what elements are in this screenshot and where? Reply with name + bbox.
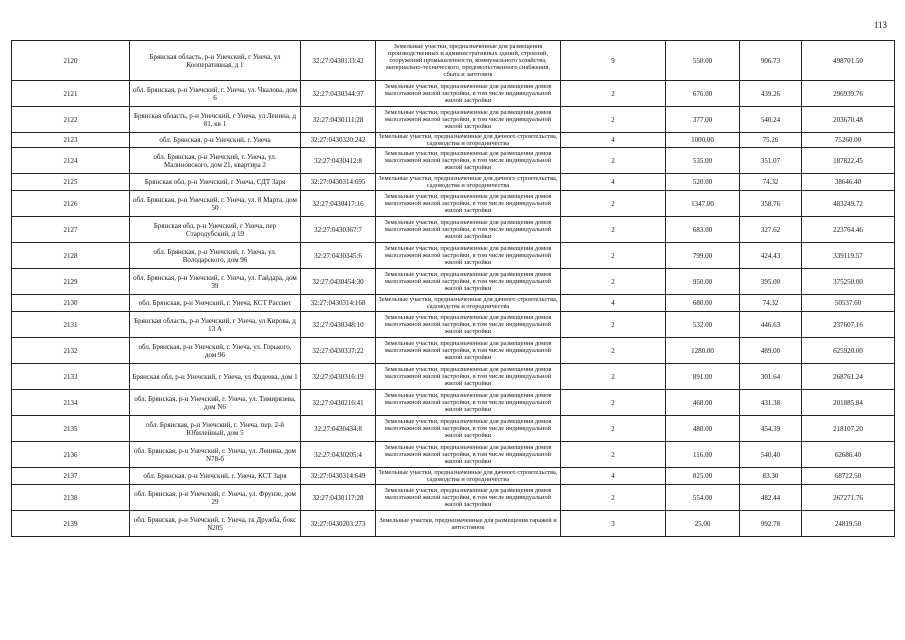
area-cell: 377.00 — [666, 107, 740, 133]
page-number: 113 — [873, 20, 887, 30]
cadastral-value-cell: 203670.48 — [802, 107, 895, 133]
address-cell: обл. Брянская, р-н Унечский, г. Унеча, ул. Гайдара, дом 39 — [130, 269, 301, 295]
cadastral-rate-cell: 301.64 — [740, 364, 802, 390]
cadastral-number-cell: 32:27:0430412:8 — [301, 148, 376, 174]
table-row — [12, 416, 895, 442]
address-cell: обл. Брянская, р-н Унечский, г. Унеча, ул. Малиновского, дом 21, квартира 2 — [130, 148, 301, 174]
row-number-cell: 2130 — [12, 295, 130, 312]
table-row — [12, 243, 895, 269]
area-cell: 683.00 — [666, 217, 740, 243]
address-cell: обл. Брянская, р-н Унечский, г. Унеча, ул. Тимирязева, дом N6 — [130, 390, 301, 416]
area-cell: 520.00 — [666, 174, 740, 191]
row-number-cell: 2124 — [12, 148, 130, 174]
cadastral-number-cell: 32:27:0430205:4 — [301, 442, 376, 468]
cadastral-number-cell: 32:27:0430314:695 — [301, 174, 376, 191]
cadastral-number-cell: 32:27:0430337:22 — [301, 338, 376, 364]
row-number-cell: 2126 — [12, 191, 130, 217]
row-number-cell: 2123 — [12, 133, 130, 148]
land-use-code-cell: 2 — [561, 148, 666, 174]
cadastral-rate-cell: 992.78 — [740, 511, 802, 537]
area-cell: 1000.00 — [666, 133, 740, 148]
land-use-type-cell: Земельные участки, предназначенные для размещения домов малоэтажной жилой застройки, в том числе индивидуальной жилой застройки — [376, 338, 561, 364]
row-number-cell: 2121 — [12, 81, 130, 107]
table-row — [12, 364, 895, 390]
cadastral-number-cell: 32:27:0430111:28 — [301, 107, 376, 133]
row-number-cell: 2125 — [12, 174, 130, 191]
address-cell: Брянская область, р-н Унечский, г Унеча, ул Кирова, д 13 А — [130, 312, 301, 338]
cadastral-value-cell: 483249.72 — [802, 191, 895, 217]
cadastral-rate-cell: 74.32 — [740, 174, 802, 191]
land-use-type-cell: Земельные участки, предназначенные для размещения домов малоэтажной жилой застройки, в том числе индивидуальной жилой застройки — [376, 485, 561, 511]
cadastral-rate-cell: 906.73 — [740, 41, 802, 81]
cadastral-value-cell: 218107.20 — [802, 416, 895, 442]
land-use-code-cell: 2 — [561, 338, 666, 364]
cadastral-value-cell: 187822.45 — [802, 148, 895, 174]
cadastral-value-cell: 75260.00 — [802, 133, 895, 148]
land-use-type-cell: Земельные участки, предназначенные для размещения гаражей и автостоянок — [376, 511, 561, 537]
area-cell: 799.00 — [666, 243, 740, 269]
address-cell: Брянская обл, р-н Унечский, г Унеча, СДТ Заря — [130, 174, 301, 191]
address-cell: обл. Брянская, р-н Унечский, г. Унеча, ул. Ленина, дом N78-б — [130, 442, 301, 468]
row-number-cell: 2122 — [12, 107, 130, 133]
cadastral-number-cell: 32:27:0430316:19 — [301, 364, 376, 390]
cadastral-value-cell: 267271.76 — [802, 485, 895, 511]
land-use-type-cell: Земельные участки, предназначенные для дачного строительства, садоводства и огородничества — [376, 174, 561, 191]
cadastral-value-cell: 339119.57 — [802, 243, 895, 269]
address-cell: обл. Брянская, р-н Унечский, г. Унеча, КСТ Заря — [130, 468, 301, 485]
row-number-cell: 2137 — [12, 468, 130, 485]
area-cell: 950.00 — [666, 269, 740, 295]
cadastral-value-cell: 50537.60 — [802, 295, 895, 312]
land-use-code-cell: 2 — [561, 312, 666, 338]
table-row — [12, 81, 895, 107]
table-row — [12, 217, 895, 243]
area-cell: 680.00 — [666, 295, 740, 312]
cadastral-number-cell: 32:27:0430314:649 — [301, 468, 376, 485]
row-number-cell: 2129 — [12, 269, 130, 295]
row-number-cell: 2139 — [12, 511, 130, 537]
address-cell: обл. Брянская, р-н Унечский, г. Унеча — [130, 133, 301, 148]
land-use-code-cell: 2 — [561, 107, 666, 133]
row-number-cell: 2134 — [12, 390, 130, 416]
land-use-type-cell: Земельные участки, предназначенные для размещения домов малоэтажной жилой застройки, в том числе индивидуальной жилой застройки — [376, 442, 561, 468]
row-number-cell: 2131 — [12, 312, 130, 338]
table-row — [12, 41, 895, 81]
area-cell: 532.00 — [666, 312, 740, 338]
address-cell: обл. Брянская, р-н Унечский, г. Унеча, КСТ Рассвет — [130, 295, 301, 312]
cadastral-rate-cell: 75.26 — [740, 133, 802, 148]
land-use-type-cell: Земельные участки, предназначенные для размещения домов малоэтажной жилой застройки, в том числе индивидуальной жилой застройки — [376, 269, 561, 295]
land-registry-table — [11, 40, 895, 537]
land-use-code-cell: 4 — [561, 295, 666, 312]
address-cell: обл. Брянская, р-н Унечский, г. Унеча, ул. Горького, дом 96 — [130, 338, 301, 364]
area-cell: 1280.00 — [666, 338, 740, 364]
address-cell: Брянская область, р-н Унечский, г Унеча, ул Кооперативная, д 1 — [130, 41, 301, 81]
cadastral-number-cell: 32:27:0430133:42 — [301, 41, 376, 81]
cadastral-rate-cell: 358.76 — [740, 191, 802, 217]
address-cell: обл. Брянская, р-н Унечский, г. Унеча, гк Дружба, бокс N205 — [130, 511, 301, 537]
table-row — [12, 148, 895, 174]
cadastral-rate-cell: 439.26 — [740, 81, 802, 107]
area-cell: 550.00 — [666, 41, 740, 81]
cadastral-number-cell: 32:27:0430320:242 — [301, 133, 376, 148]
cadastral-value-cell: 38646.40 — [802, 174, 895, 191]
cadastral-rate-cell: 74.32 — [740, 295, 802, 312]
cadastral-value-cell: 201885.84 — [802, 390, 895, 416]
row-number-cell: 2135 — [12, 416, 130, 442]
cadastral-value-cell: 62686.40 — [802, 442, 895, 468]
land-use-type-cell: Земельные участки, предназначенные для размещения домов малоэтажной жилой застройки, в том числе индивидуальной жилой застройки — [376, 364, 561, 390]
cadastral-value-cell: 296939.76 — [802, 81, 895, 107]
table-row — [12, 174, 895, 191]
address-cell: обл. Брянская, р-н Унечский, г. Унеча, пер. 2-й Юбилейный, дом 5 — [130, 416, 301, 442]
land-use-code-cell: 2 — [561, 81, 666, 107]
area-cell: 480.00 — [666, 416, 740, 442]
cadastral-value-cell: 375250.00 — [802, 269, 895, 295]
cadastral-rate-cell: 395.00 — [740, 269, 802, 295]
table-row — [12, 312, 895, 338]
table-row — [12, 511, 895, 537]
land-use-code-cell: 4 — [561, 174, 666, 191]
land-use-code-cell: 4 — [561, 133, 666, 148]
land-use-type-cell: Земельные участки, предназначенные для размещения домов малоэтажной жилой застройки, в том числе индивидуальной жилой застройки — [376, 243, 561, 269]
row-number-cell: 2128 — [12, 243, 130, 269]
land-use-type-cell: Земельные участки, предназначенные для размещения домов малоэтажной жилой застройки, в том числе индивидуальной жилой застройки — [376, 312, 561, 338]
cadastral-number-cell: 32:27:0430216:41 — [301, 390, 376, 416]
cadastral-number-cell: 32:27:0430203:273 — [301, 511, 376, 537]
table-row — [12, 269, 895, 295]
land-use-code-cell: 9 — [561, 41, 666, 81]
land-use-code-cell: 2 — [561, 217, 666, 243]
land-use-type-cell: Земельные участки, предназначенные для размещения домов малоэтажной жилой застройки, в том числе индивидуальной жилой застройки — [376, 416, 561, 442]
table-row — [12, 468, 895, 485]
land-use-code-cell: 2 — [561, 416, 666, 442]
land-use-type-cell: Земельные участки, предназначенные для размещения домов малоэтажной жилой застройки, в том числе индивидуальной жилой застройки — [376, 107, 561, 133]
table-row — [12, 295, 895, 312]
cadastral-value-cell: 268761.24 — [802, 364, 895, 390]
table-row — [12, 133, 895, 148]
table-row — [12, 107, 895, 133]
address-cell: обл. Брянская, р-н Унечский, г. Унеча, ул. Фрунзе, дом 29 — [130, 485, 301, 511]
cadastral-number-cell: 32:27:0430344:37 — [301, 81, 376, 107]
cadastral-rate-cell: 454.39 — [740, 416, 802, 442]
row-number-cell: 2138 — [12, 485, 130, 511]
cadastral-number-cell: 32:27:0430314:168 — [301, 295, 376, 312]
address-cell: обл. Брянская, р-н Унечский, г. Унеча, ул. 8 Марта, дом 50 — [130, 191, 301, 217]
cadastral-value-cell: 625920.00 — [802, 338, 895, 364]
cadastral-number-cell: 32:27:0430345:6 — [301, 243, 376, 269]
cadastral-rate-cell: 540.40 — [740, 442, 802, 468]
land-use-code-cell: 2 — [561, 485, 666, 511]
land-use-code-cell: 2 — [561, 191, 666, 217]
address-cell: обл. Брянская, р-н Унечский, г. Унеча, ул. Чкалова, дом 6 — [130, 81, 301, 107]
table-row — [12, 191, 895, 217]
cadastral-number-cell: 32:27:0430454:30 — [301, 269, 376, 295]
table-row — [12, 485, 895, 511]
area-cell: 468.00 — [666, 390, 740, 416]
land-use-type-cell: Земельные участки, предназначенные для размещения домов малоэтажной жилой застройки, в том числе индивидуальной жилой застройки — [376, 81, 561, 107]
land-use-type-cell: Земельные участки, предназначенные для размещения домов малоэтажной жилой застройки, в том числе индивидуальной жилой застройки — [376, 217, 561, 243]
cadastral-number-cell: 32:27:0430367:7 — [301, 217, 376, 243]
cadastral-rate-cell: 489.00 — [740, 338, 802, 364]
land-use-type-cell: Земельные участки, предназначенные для дачного строительства, садоводства и огородничества — [376, 133, 561, 148]
address-cell: Брянская обл, р-н Унечский, г Унеча, пер Стародубский, д 19 — [130, 217, 301, 243]
land-use-code-cell: 2 — [561, 243, 666, 269]
cadastral-number-cell: 32:27:0430348:10 — [301, 312, 376, 338]
row-number-cell: 2136 — [12, 442, 130, 468]
area-cell: 535.00 — [666, 148, 740, 174]
land-use-code-cell: 4 — [561, 468, 666, 485]
table-row — [12, 442, 895, 468]
land-use-code-cell: 2 — [561, 442, 666, 468]
table-row — [12, 338, 895, 364]
address-cell: обл. Брянская, р-н Унечский, г. Унеча, ул. Володарского, дом 96 — [130, 243, 301, 269]
cadastral-number-cell: 32:27:0430434:8 — [301, 416, 376, 442]
area-cell: 554.00 — [666, 485, 740, 511]
area-cell: 25.00 — [666, 511, 740, 537]
land-use-type-cell: Земельные участки, предназначенные для размещения домов малоэтажной жилой застройки, в том числе индивидуальной жилой застройки — [376, 390, 561, 416]
cadastral-value-cell: 24819.50 — [802, 511, 895, 537]
cadastral-rate-cell: 446.63 — [740, 312, 802, 338]
cadastral-rate-cell: 482.44 — [740, 485, 802, 511]
cadastral-value-cell: 223764.46 — [802, 217, 895, 243]
land-use-type-cell: Земельные участки, предназначенные для дачного строительства, садоводства и огородничества — [376, 468, 561, 485]
cadastral-value-cell: 237607.16 — [802, 312, 895, 338]
land-use-code-cell: 2 — [561, 390, 666, 416]
land-use-type-cell: Земельные участки, предназначенные для размещения производственных и административных зданий, строений, сооружений промышленности, коммунального хозяйства, материально-технического, продовольственного снабжения, сбыта и заготовок — [376, 41, 561, 81]
area-cell: 891.00 — [666, 364, 740, 390]
cadastral-rate-cell: 424.43 — [740, 243, 802, 269]
land-use-code-cell: 3 — [561, 511, 666, 537]
land-use-type-cell: Земельные участки, предназначенные для размещения домов малоэтажной жилой застройки, в том числе индивидуальной жилой застройки — [376, 148, 561, 174]
row-number-cell: 2127 — [12, 217, 130, 243]
land-use-code-cell: 2 — [561, 269, 666, 295]
address-cell: Брянская обл, р-н Унечский, г Унеча, ул Фадеева, дом 1 — [130, 364, 301, 390]
cadastral-rate-cell: 540.24 — [740, 107, 802, 133]
table-row — [12, 390, 895, 416]
cadastral-number-cell: 32:27:0430117:28 — [301, 485, 376, 511]
row-number-cell: 2120 — [12, 41, 130, 81]
row-number-cell: 2132 — [12, 338, 130, 364]
cadastral-rate-cell: 351.07 — [740, 148, 802, 174]
land-use-type-cell: Земельные участки, предназначенные для дачного строительства, садоводства и огородничества — [376, 295, 561, 312]
cadastral-rate-cell: 83.30 — [740, 468, 802, 485]
address-cell: Брянская область, р-н Унечский, г Унеча, ул Ленина, д 81, кв 1 — [130, 107, 301, 133]
cadastral-number-cell: 32:27:0430417:16 — [301, 191, 376, 217]
land-use-code-cell: 2 — [561, 364, 666, 390]
land-use-type-cell: Земельные участки, предназначенные для размещения домов малоэтажной жилой застройки, в том числе индивидуальной жилой застройки — [376, 191, 561, 217]
area-cell: 825.00 — [666, 468, 740, 485]
area-cell: 116.00 — [666, 442, 740, 468]
row-number-cell: 2133 — [12, 364, 130, 390]
cadastral-value-cell: 68722.50 — [802, 468, 895, 485]
cadastral-rate-cell: 431.38 — [740, 390, 802, 416]
area-cell: 676.00 — [666, 81, 740, 107]
cadastral-value-cell: 498701.50 — [802, 41, 895, 81]
area-cell: 1347.00 — [666, 191, 740, 217]
cadastral-rate-cell: 327.62 — [740, 217, 802, 243]
